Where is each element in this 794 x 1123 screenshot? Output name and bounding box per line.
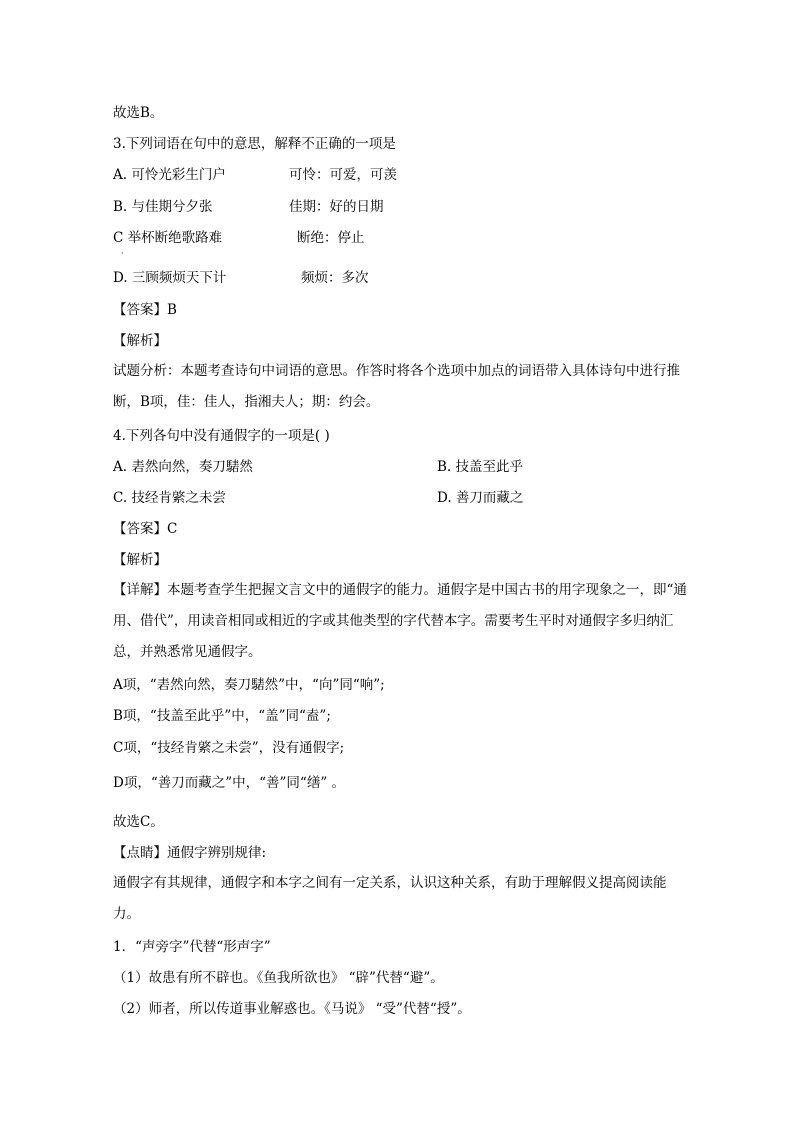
q3-option-c-gloss: 断绝：停止 bbox=[297, 230, 365, 246]
item-d: D项，“善刀而藏之”中，“善”同“缮” 。 bbox=[113, 775, 346, 791]
item-b: B项，“技盖至此乎”中，“盖”同“盍”; bbox=[113, 708, 331, 724]
detail-4-text: 【详解】本题考查学生把握文言文中的通假字的能力。通假字是中国古书的用字现象之一，即“通用、借代”，用读音相同或相近的字或其他类型的字代替本字。需要考生平时对通假字多归纳汇总，并熟悉常见通假字。 bbox=[113, 582, 687, 660]
q4-option-c: C. 技经肯綮之未尝 bbox=[113, 490, 226, 506]
example-1: （1）故患有所不辟也。《鱼我所欲也》 “辟”代替“避”。 bbox=[113, 970, 444, 986]
item-c: C项，“技经肯綮之未尝”，没有通假字; bbox=[113, 740, 345, 756]
q4-option-a: A. 砉然向然，奏刀騞然 bbox=[113, 459, 253, 475]
conclusion-b: 故选B。 bbox=[113, 105, 164, 121]
q4-option-b: B. 技盖至此乎 bbox=[437, 459, 524, 475]
q4-option-d: D. 善刀而藏之 bbox=[437, 490, 524, 506]
tip-heading: 【点睛】通假字辨别规律: bbox=[113, 845, 267, 861]
example-2: （2）师者，所以传道事业解惑也。《马说》 “受”代替“授”。 bbox=[113, 1001, 471, 1017]
q3-option-c: C 举杯断绝歌路难 bbox=[113, 230, 223, 246]
answer-3: 【答案】B bbox=[113, 302, 177, 318]
question-3: 3.下列词语在句中的意思，解释不正确的一项是 bbox=[113, 136, 396, 152]
q3-option-b-gloss: 佳期：好的日期 bbox=[289, 199, 384, 215]
analysis-3-heading: 【解析】 bbox=[113, 333, 167, 349]
question-4: 4.下列各句中没有通假字的一项是( ) bbox=[113, 428, 330, 444]
analysis-4-heading: 【解析】 bbox=[113, 552, 167, 568]
emphasis-dot: · bbox=[121, 249, 124, 258]
item-a: A项，“砉然向然，奏刀騞然”中，“向”同“响”; bbox=[113, 677, 385, 693]
q3-option-b: B. 与佳期兮夕张 bbox=[113, 199, 213, 215]
q3-option-d-gloss: 频烦：多次 bbox=[301, 270, 369, 286]
answer-4: 【答案】C bbox=[113, 521, 178, 537]
q3-option-d: D. 三顾频烦天下计 bbox=[113, 270, 227, 286]
analysis-3-text: 试题分析：本题考查诗句中词语的意思。作答时将各个选项中加点的词语带入具体诗句中进行推断，B项，佳：佳人，指湘夫人；期：约会。 bbox=[113, 363, 680, 410]
conclusion-c: 故选C。 bbox=[113, 814, 164, 830]
q3-option-a: A. 可怜光彩生门户 bbox=[113, 167, 226, 183]
rule-1: 1．“声旁字”代替“形声字” bbox=[113, 939, 271, 955]
q3-option-a-gloss: 可怜：可爱，可羡 bbox=[289, 167, 397, 183]
tip-text: 通假字有其规律，通假字和本字之间有一定关系，认识这种关系，有助于理解假义提高阅读能力。 bbox=[113, 875, 667, 922]
